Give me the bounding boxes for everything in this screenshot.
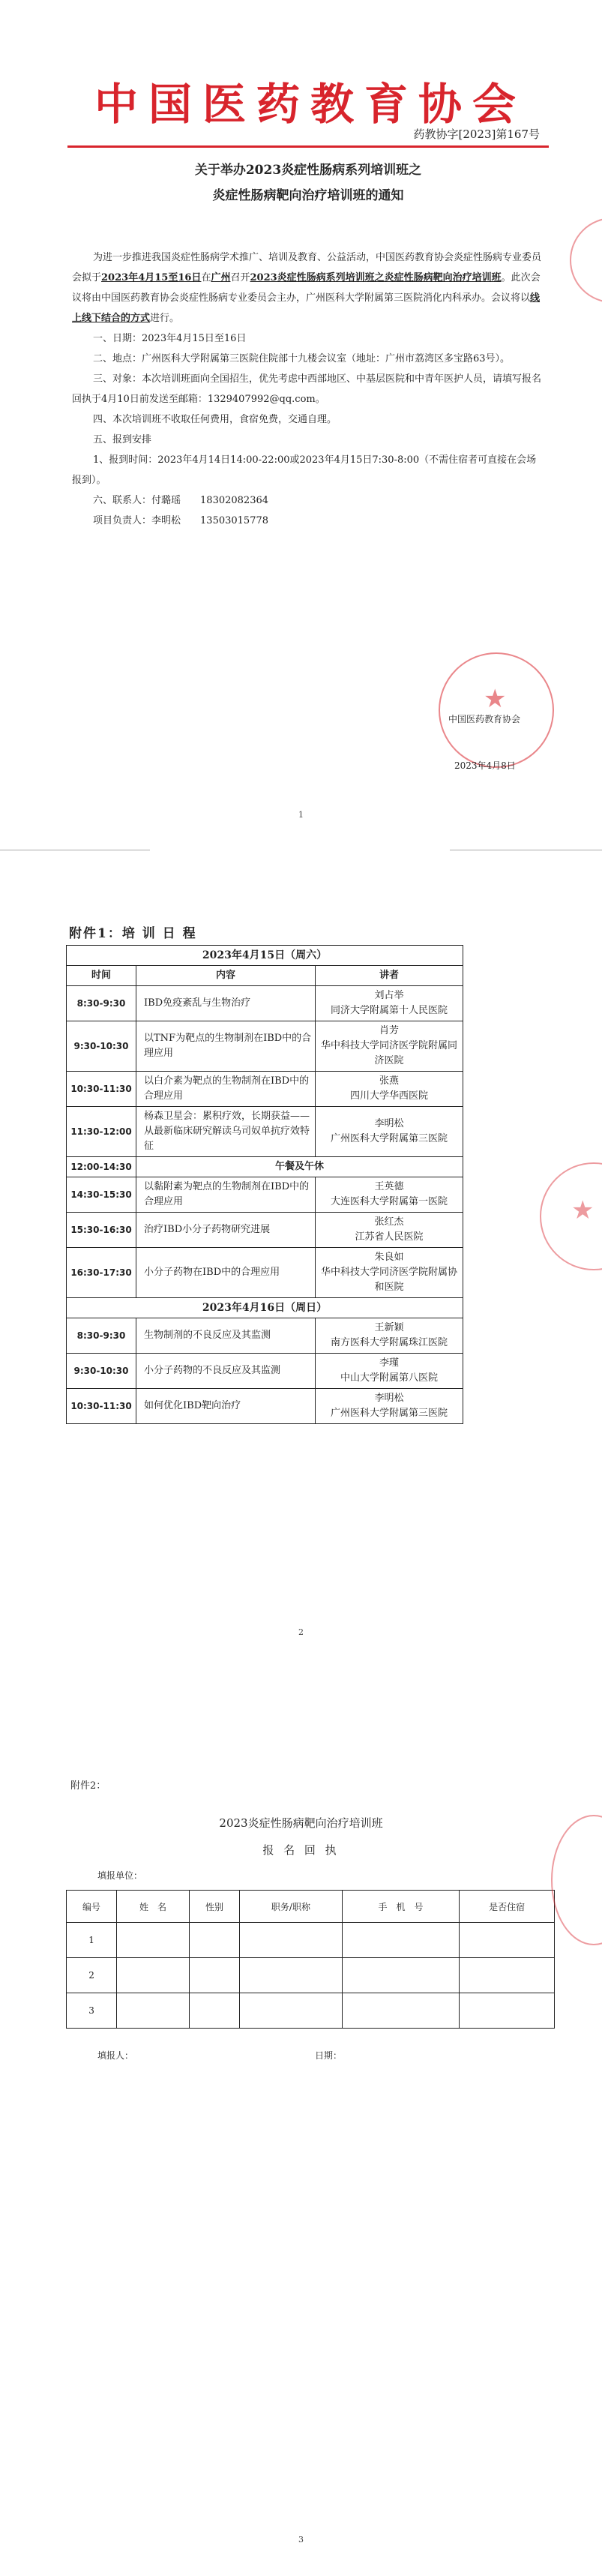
speaker-org: 南方医科大学附属珠江医院 [330,1337,448,1348]
session-time: 9:30-10:30 [67,1021,136,1072]
session-content: 以TNF为靶点的生物制剂在IBD中的合理应用 [136,1021,316,1072]
row-number: 2 [67,1958,117,1993]
speaker-name: 王英德 [374,1181,404,1192]
schedule-row [67,1072,463,1107]
registration-row [67,1993,555,2029]
schedule-row [67,986,463,1021]
session-time: 9:30-10:30 [67,1354,136,1389]
speaker-org: 华中科技大学同济医学院附属同济医院 [320,1040,457,1066]
item-registration: 五、报到安排 [93,434,152,445]
filler-label: 填报人： [97,2050,134,2061]
page-number: 3 [298,2535,304,2545]
seal-star-icon: ★ [484,684,507,714]
registration-cell [189,1923,239,1958]
session-time: 10:30-11:30 [67,1072,136,1107]
registration-cell [117,1993,190,2029]
registration-cell [117,1958,190,1993]
notice-body [72,247,543,531]
session-time: 15:30-16:30 [67,1213,136,1248]
schedule-row [67,1177,463,1213]
speaker-org: 四川大学华西医院 [349,1090,428,1102]
speaker-name: 王新颖 [374,1322,404,1333]
intro-paragraph: 为进一步推进我国炎症性肠病学术推广、培训及教育、公益活动，中国医药教育协会炎症性肠病专业委员会拟于2023年4月15至16日在广州召开2023炎症性肠病系列培训班之炎症性肠病靶向治疗培训班。此次会议将由中国医药教育协会炎症性肠病专业委员会主办，广州医科大学附属第三医院消化内科承办。会议将以线上线下结合的方式进行。 [72,252,542,324]
col-time-header: 时间 [67,966,136,986]
row-number: 1 [67,1923,117,1958]
unit-label: 填报单位： [97,1870,143,1881]
speaker-name: 李明松 [374,1118,404,1129]
speaker-name: 李瑾 [379,1357,399,1369]
registration-cell [189,1958,239,1993]
speaker-org: 华中科技大学同济医学院附属协和医院 [320,1267,457,1293]
row-number: 3 [67,1993,117,2029]
item-audience: 三、对象：本次培训班面向全国招生，优先考虑中西部地区、中基层医院和中青年医护人员，请填写报名回执于4月10日前发送至邮箱：1329407992@qq.com。 [72,373,542,405]
session-content: 如何优化IBD靶向治疗 [136,1389,316,1424]
registration-col-header: 职务/职称 [240,1891,343,1923]
session-time: 11:30-12:00 [67,1107,136,1157]
registration-cell [342,1958,460,1993]
session-time: 10:30-11:30 [67,1389,136,1424]
speaker-org: 中山大学附属第八医院 [340,1372,438,1384]
side-seal-fragment [551,1815,602,1945]
session-time: 16:30-17:30 [67,1248,136,1298]
contact-2: 项目负责人：李明松 13503015778 [93,515,269,526]
date-label: 日期： [315,2050,343,2061]
registration-col-header: 编号 [67,1891,117,1923]
registration-cell [460,1993,555,2029]
day1-header: 2023年4月15日（周六） [67,946,463,966]
speaker-name: 张红杰 [374,1216,404,1228]
page-3 [0,1702,602,2576]
org-header-title: 中国医药教育协会 [94,79,526,130]
col-speaker-header: 讲者 [316,966,463,986]
speaker-org: 广州医科大学附属第三医院 [330,1408,448,1419]
break-time: 12:00-14:30 [67,1157,136,1177]
session-time: 14:30-15:30 [67,1177,136,1213]
schedule-row [67,1213,463,1248]
registration-col-header: 姓 名 [117,1891,190,1923]
session-content: 小分子药物的不良反应及其监测 [136,1354,316,1389]
notice-title-line2: 炎症性肠病靶向治疗培训班的通知 [212,188,404,203]
page-number: 1 [298,810,304,820]
schedule-row [67,1021,463,1072]
registration-subtitle: 报 名 回 执 [262,1843,340,1857]
registration-col-header: 是否住宿 [460,1891,555,1923]
session-content: 以黏附素为靶点的生物制剂在IBD中的合理应用 [136,1177,316,1213]
item-fee: 四、本次培训班不收取任何费用，食宿免费，交通自理。 [93,414,337,425]
red-divider-line [67,145,549,148]
session-time: 8:30-9:30 [67,986,136,1021]
schedule-row [67,1354,463,1389]
speaker-org: 江苏省人民医院 [355,1231,424,1243]
registration-cell [460,1958,555,1993]
break-label: 午餐及午休 [136,1157,463,1177]
registration-cell [189,1993,239,2029]
registration-row [67,1958,555,1993]
registration-table [66,1890,555,2029]
session-content: 以白介素为靶点的生物制剂在IBD中的合理应用 [136,1072,316,1107]
side-seal-fragment [540,1162,602,1270]
speaker-org: 同济大学附属第十人民医院 [330,1005,448,1016]
registration-col-header: 手 机 号 [342,1891,460,1923]
page-number: 2 [298,1627,304,1637]
registration-col-header: 性别 [189,1891,239,1923]
session-content: 生物制剂的不良反应及其监测 [136,1318,316,1354]
side-seal-fragment [570,217,602,303]
registration-cell [240,1958,343,1993]
schedule-title: 附件1：培 训 日 程 [69,926,197,941]
page-2 [0,862,602,1695]
registration-cell [240,1923,343,1958]
registration-cell [117,1923,190,1958]
page-1 [0,0,602,838]
speaker-name: 肖芳 [379,1025,399,1036]
speaker-name: 李明松 [374,1393,404,1404]
sign-date: 2023年4月8日 [454,760,516,771]
contact-1: 六、联系人：付璐瑶 18302082364 [93,495,269,506]
notice-title-line1: 关于举办2023炎症性肠病系列培训班之 [194,163,422,178]
registration-cell [342,1923,460,1958]
session-content: 治疗IBD小分子药物研究进展 [136,1213,316,1248]
sign-org: 中国医药教育协会 [448,714,521,724]
schedule-table [66,945,463,1424]
schedule-row [67,1318,463,1354]
schedule-row [67,1248,463,1298]
item-registration-time: 1、报到时间：2023年4月14日14:00-22:00或2023年4月15日7:30-8:00（不需住宿者可直接在会场报到）。 [72,454,537,486]
document-number: 药教协字[2023]第167号 [413,127,540,141]
col-content-header: 内容 [136,966,316,986]
registration-cell [460,1923,555,1958]
day2-header: 2023年4月16日（周日） [67,1298,463,1318]
schedule-row [67,1107,463,1157]
schedule-row [67,1389,463,1424]
official-seal [439,652,554,768]
attachment-label: 附件2： [70,1780,106,1792]
registration-cell [342,1993,460,2029]
item-date: 一、日期：2023年4月15日至16日 [93,333,247,344]
notice-title [67,157,549,208]
registration-row [67,1923,555,1958]
speaker-name: 朱良如 [374,1252,404,1263]
seal-star-icon: ★ [571,1195,595,1225]
session-content: 小分子药物在IBD中的合理应用 [136,1248,316,1298]
speaker-org: 广州医科大学附属第三医院 [330,1133,448,1144]
registration-title: 2023炎症性肠病靶向治疗培训班 [219,1816,383,1830]
session-content: 杨森卫星会：累积疗效，长期获益——从最新临床研究解读乌司奴单抗疗效特征 [136,1107,316,1157]
registration-cell [240,1993,343,2029]
session-content: IBD免疫紊乱与生物治疗 [136,986,316,1021]
item-location: 二、地点：广州医科大学附属第三医院住院部十九楼会议室（地址：广州市荔湾区多宝路63号）。 [93,353,511,364]
speaker-name: 刘占举 [374,990,404,1001]
speaker-name: 张燕 [379,1075,399,1087]
session-time: 8:30-9:30 [67,1318,136,1354]
speaker-org: 大连医科大学附属第一医院 [330,1196,448,1207]
